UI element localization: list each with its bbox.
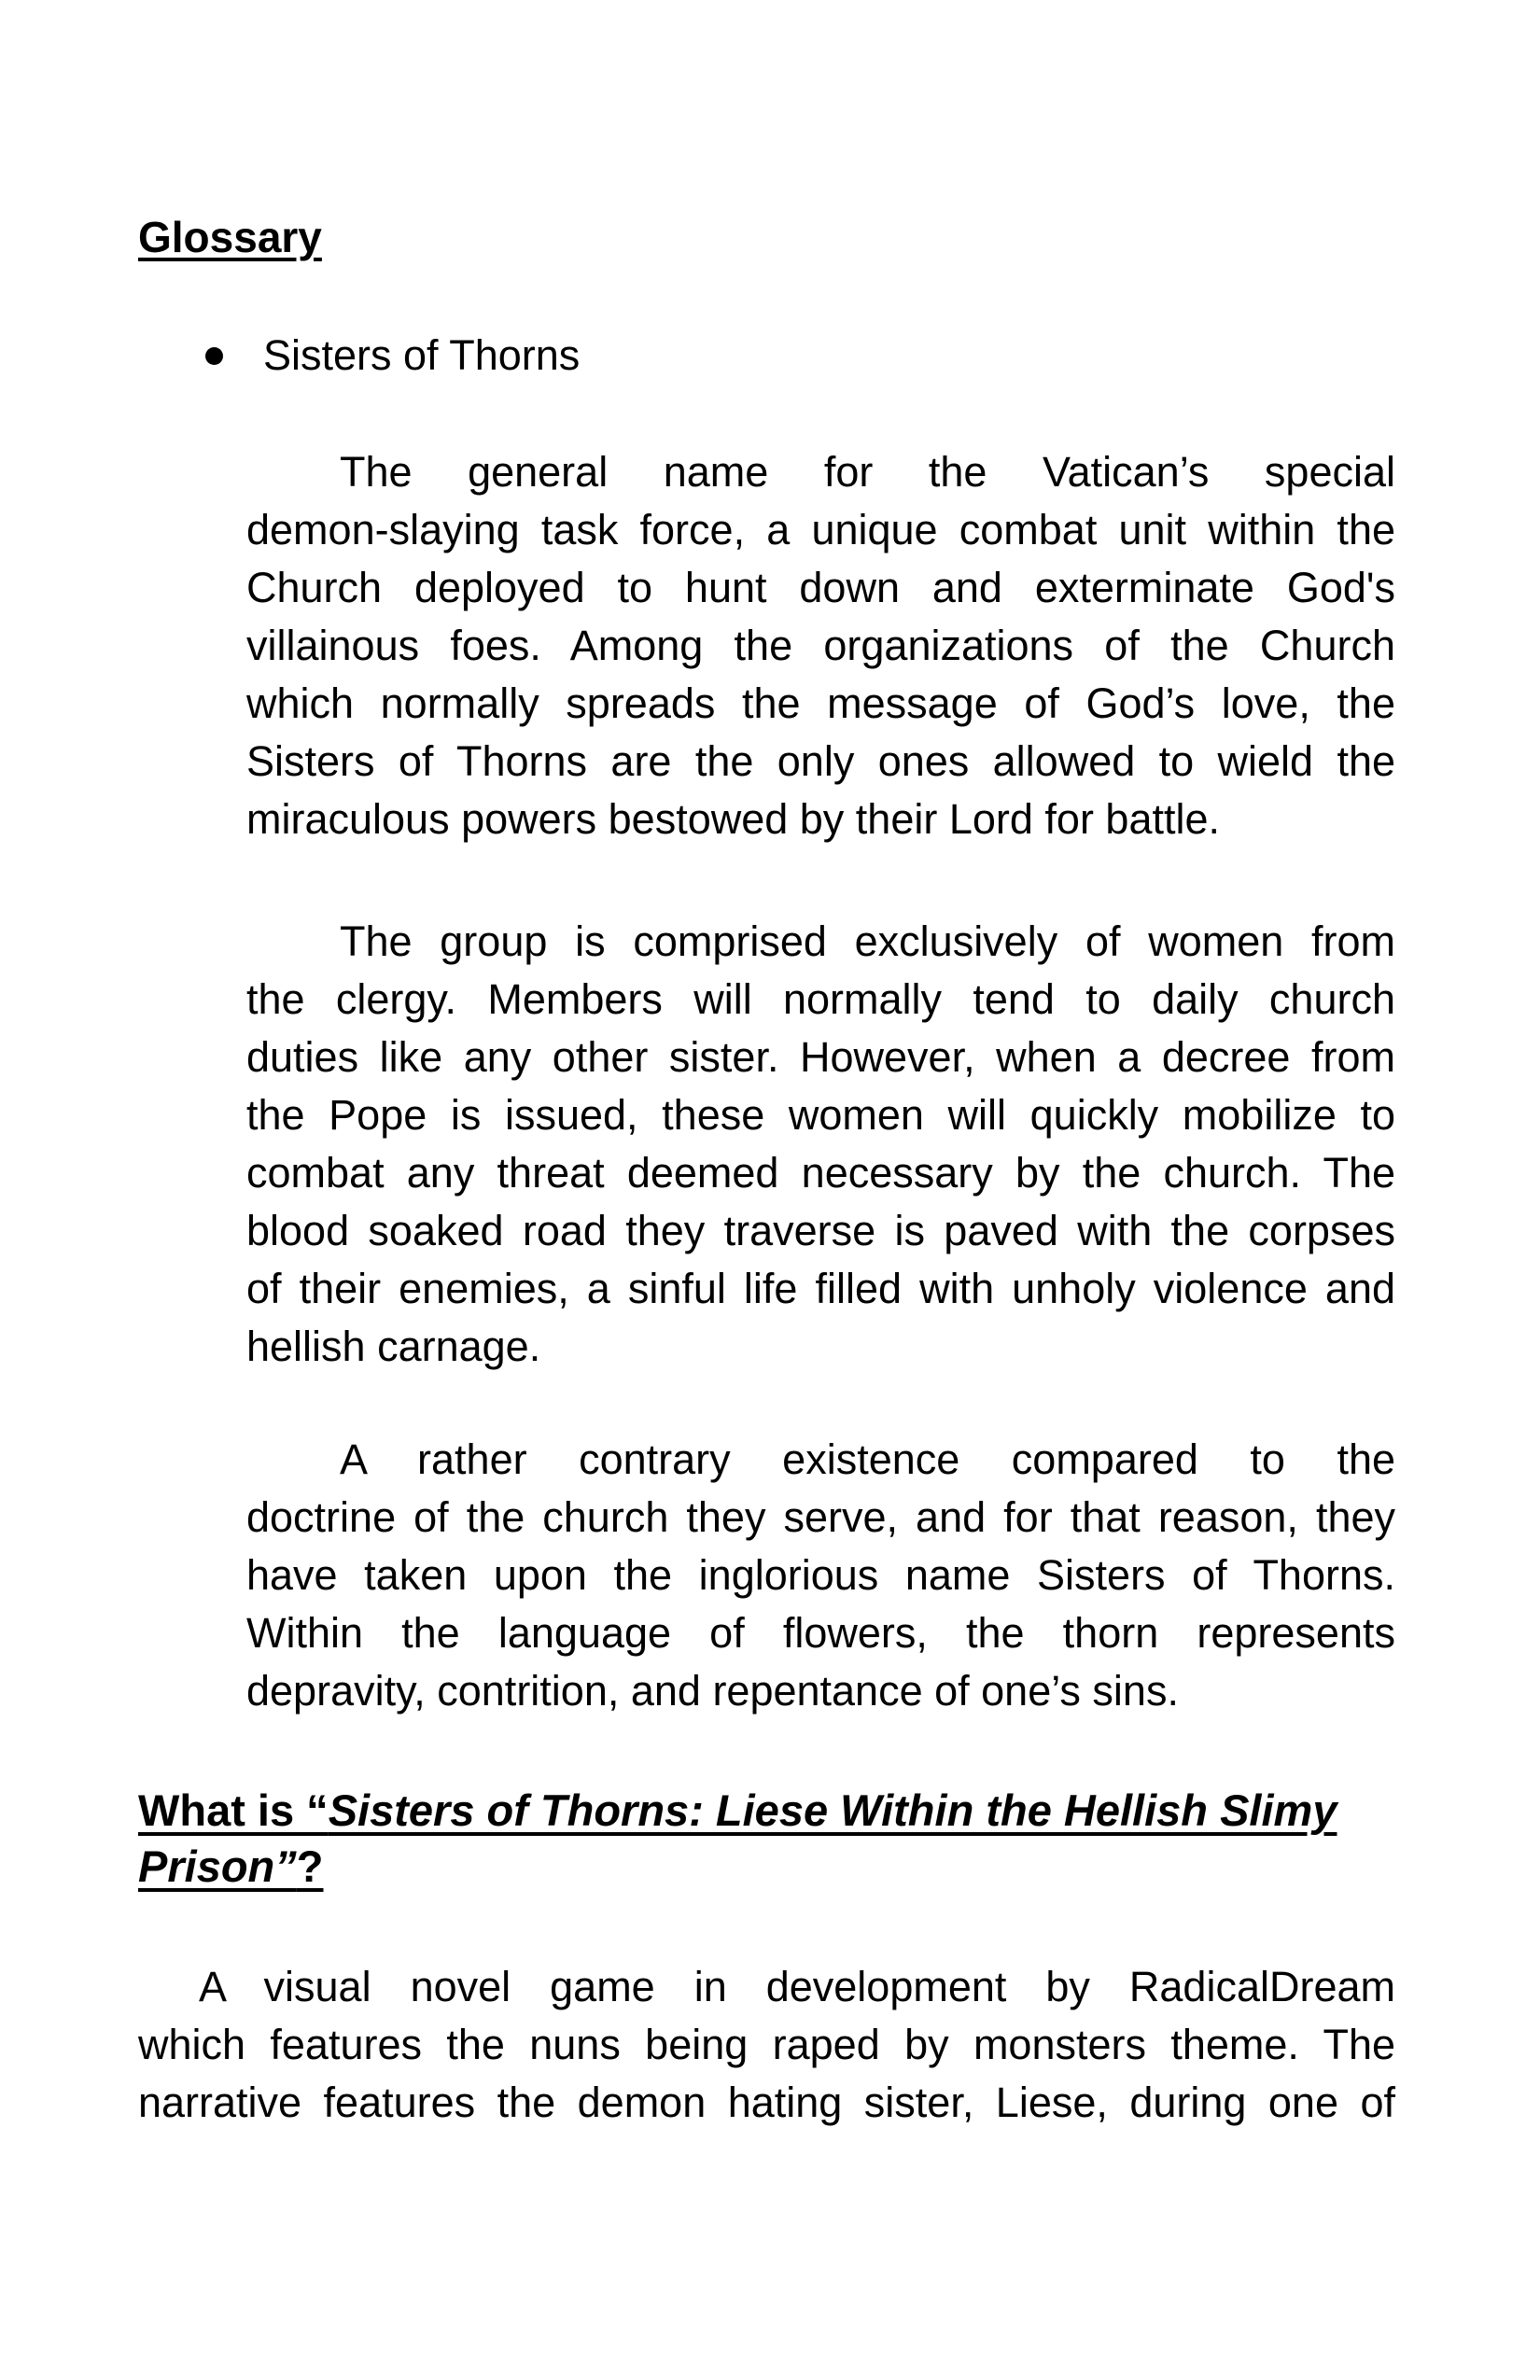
bullet-icon xyxy=(205,347,223,365)
text-line: Church deployed to hunt down and exterminate God's xyxy=(246,564,1395,611)
glossary-list-item xyxy=(138,327,1395,385)
definition-paragraph-2 xyxy=(246,913,1395,1376)
text-line: the clergy. Members will normally tend to daily church xyxy=(246,975,1395,1023)
heading-title-segment: Sisters of Thorns: Liese Within the Hellish Slimy xyxy=(328,1785,1337,1835)
text-line: A rather contrary existence compared to the xyxy=(340,1435,1395,1483)
term-label: Sisters of Thorns xyxy=(263,331,581,379)
text-line: combat any threat deemed necessary by the church. The xyxy=(246,1149,1395,1197)
text-line: The group is comprised exclusively of women from xyxy=(340,917,1395,965)
text-line: hellish carnage. xyxy=(246,1323,541,1370)
text-line: depravity, contrition, and repentance of one’s sins. xyxy=(246,1667,1179,1715)
definition-paragraph-3 xyxy=(246,1431,1395,1720)
heading-text-segment: What is “ xyxy=(138,1785,329,1835)
text-line: duties like any other sister. However, when a decree from xyxy=(246,1033,1395,1081)
text-line: of their enemies, a sinful life filled with unholy violence and xyxy=(246,1265,1395,1312)
text-line: Within the language of flowers, the thorn represents xyxy=(246,1609,1395,1657)
text-line: The general name for the Vatican’s special xyxy=(340,448,1395,496)
text-line: miraculous powers bestowed by their Lord for battle. xyxy=(246,795,1221,843)
text-line: demon-slaying task force, a unique combat unit within the xyxy=(246,506,1395,553)
text-line: narrative features the demon hating sister, Liese, during one of xyxy=(138,2079,1395,2126)
text-line: which normally spreads the message of God’s love, the xyxy=(246,679,1395,727)
question-heading-line-1 xyxy=(138,1783,1395,1839)
definition-paragraph-1 xyxy=(246,443,1395,848)
text-line: the Pope is issued, these women will quickly mobilize to xyxy=(246,1091,1395,1139)
text-line: which features the nuns being raped by monsters theme. The xyxy=(138,2021,1395,2068)
heading-title-segment: Prison” xyxy=(138,1841,297,1891)
text-line: A visual novel game in development by RadicalDream xyxy=(199,1963,1395,2010)
text-line: have taken upon the inglorious name Sisters of Thorns. xyxy=(246,1551,1395,1599)
text-line: blood soaked road they traverse is paved with the corpses xyxy=(246,1207,1395,1254)
question-heading-line-2 xyxy=(138,1839,1395,1895)
text-line: villainous foes. Among the organizations of the Church xyxy=(246,622,1395,669)
heading-text-segment: ? xyxy=(296,1841,324,1891)
glossary-heading: Glossary xyxy=(138,213,322,261)
text-line: doctrine of the church they serve, and for that reason, they xyxy=(246,1493,1395,1541)
answer-paragraph xyxy=(138,1958,1395,2132)
question-heading xyxy=(138,1783,1395,1895)
text-line: Sisters of Thorns are the only ones allowed to wield the xyxy=(246,737,1395,785)
